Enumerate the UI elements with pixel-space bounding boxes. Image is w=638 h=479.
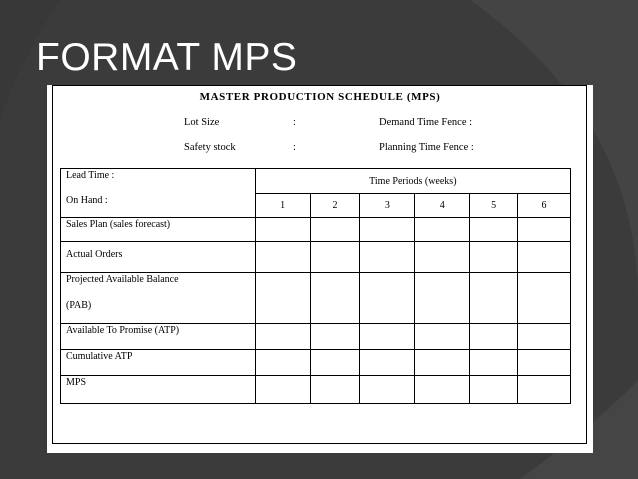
- table-cell: [518, 218, 571, 242]
- row-label-mps: MPS: [61, 376, 256, 404]
- period-number: 4: [415, 194, 470, 218]
- period-number: 6: [518, 194, 571, 218]
- table-cell: [518, 324, 571, 350]
- table-row: [61, 350, 571, 376]
- table-cell: [310, 273, 360, 324]
- table-cell: [255, 218, 310, 242]
- table-cell: [470, 218, 518, 242]
- mps-table: [60, 168, 571, 404]
- table-cell: [255, 273, 310, 324]
- table-cell: [360, 273, 415, 324]
- period-number: 1: [255, 194, 310, 218]
- table-cell: [310, 242, 360, 273]
- table-row: [61, 376, 571, 404]
- lead-time-label: Lead Time :: [66, 170, 115, 181]
- lot-size-label: Lot Size: [184, 117, 220, 128]
- table-cell: [360, 218, 415, 242]
- demand-time-fence-label: Demand Time Fence :: [379, 117, 473, 128]
- safety-stock-label: Safety stock: [184, 142, 236, 153]
- row-label-pab: [61, 273, 256, 324]
- table-cell: [470, 242, 518, 273]
- table-row: [61, 324, 571, 350]
- pab-suffix: (PAB): [66, 300, 92, 311]
- table-cell: [415, 273, 470, 324]
- mps-document: [47, 85, 593, 453]
- table-cell: [360, 324, 415, 350]
- table-cell: [310, 324, 360, 350]
- table-cell: [518, 242, 571, 273]
- row-label-atp: Available To Promise (ATP): [61, 324, 256, 350]
- on-hand-label: On Hand :: [66, 195, 108, 206]
- table-cell: [470, 324, 518, 350]
- table-cell: [415, 376, 470, 404]
- table-cell: [518, 350, 571, 376]
- table-cell: [415, 242, 470, 273]
- table-cell: [255, 242, 310, 273]
- pab-label: Projected Available Balance: [66, 274, 179, 285]
- time-periods-header: Time Periods (weeks): [255, 169, 570, 194]
- document-heading: MASTER PRODUCTION SCHEDULE (MPS): [199, 91, 441, 103]
- safety-stock-colon: :: [293, 142, 296, 153]
- table-row: [61, 218, 571, 242]
- table-row: [61, 242, 571, 273]
- table-cell: [518, 376, 571, 404]
- row-label-actual-orders: Actual Orders: [61, 242, 256, 273]
- table-row: [61, 273, 571, 324]
- slide-title: FORMAT MPS: [36, 36, 298, 79]
- lot-size-colon: :: [293, 117, 296, 128]
- table-cell: [255, 324, 310, 350]
- table-cell: [360, 350, 415, 376]
- table-cell: [310, 350, 360, 376]
- table-cell: [415, 324, 470, 350]
- table-cell: [360, 376, 415, 404]
- row-label-sales-plan: Sales Plan (sales forecast): [61, 218, 256, 242]
- period-number: 5: [470, 194, 518, 218]
- table-cell: [255, 350, 310, 376]
- row-label-cumulative-atp: Cumulative ATP: [61, 350, 256, 376]
- planning-time-fence-label: Planning Time Fence :: [379, 142, 474, 153]
- table-cell: [470, 350, 518, 376]
- table-header-row: [61, 169, 571, 194]
- table-cell: [310, 376, 360, 404]
- table-cell: [415, 350, 470, 376]
- table-cell: [470, 376, 518, 404]
- table-cell: [255, 376, 310, 404]
- header-left-cell: [61, 169, 256, 218]
- period-number: 2: [310, 194, 360, 218]
- table-cell: [310, 218, 360, 242]
- table-cell: [415, 218, 470, 242]
- table-cell: [470, 273, 518, 324]
- period-number: 3: [360, 194, 415, 218]
- table-cell: [360, 242, 415, 273]
- table-cell: [518, 273, 571, 324]
